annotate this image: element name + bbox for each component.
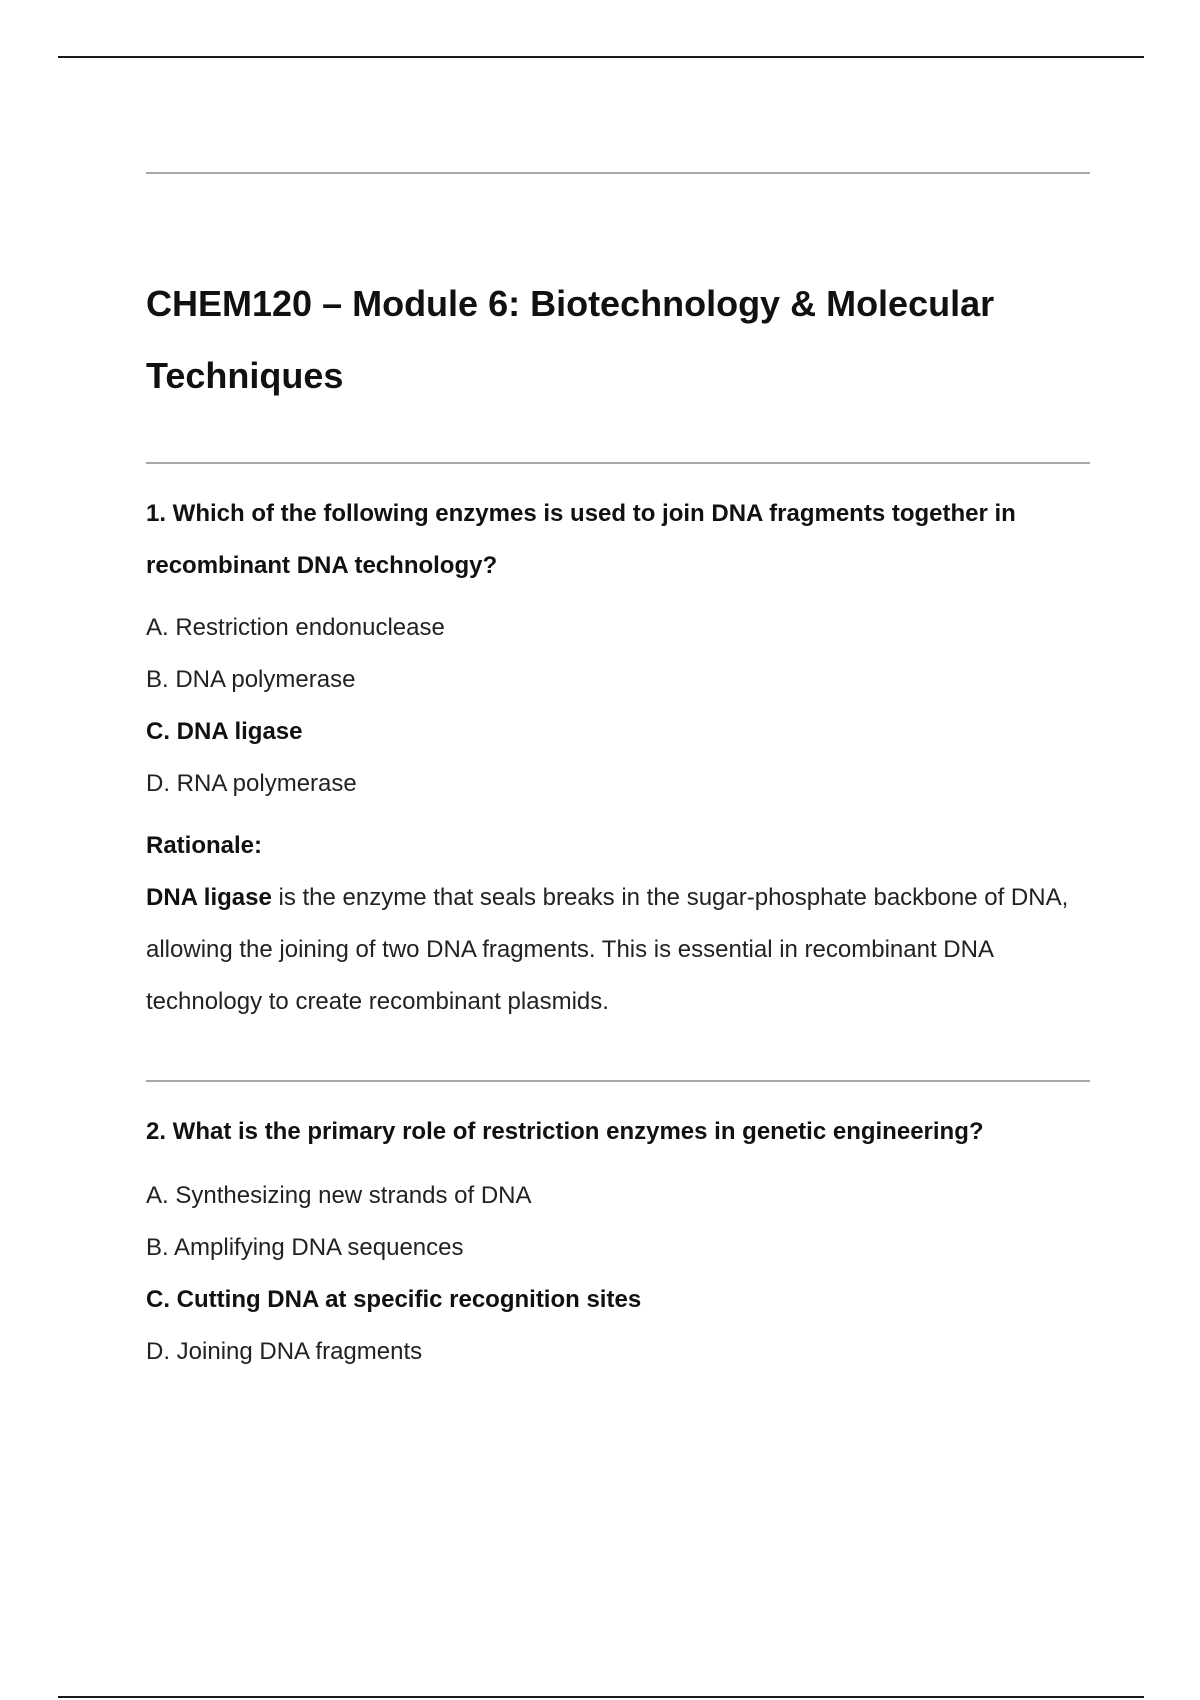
question-2	[146, 1106, 1090, 1378]
answer-option: D. RNA polymerase	[146, 770, 357, 797]
divider	[146, 1080, 1090, 1082]
question-prompt: 2. What is the primary role of restriction enzymes in genetic engineering?	[146, 1118, 984, 1145]
rationale-label: Rationale:	[146, 832, 263, 859]
divider	[146, 462, 1090, 464]
answer-option: D. Joining DNA fragments	[146, 1338, 423, 1365]
answer-option: B. DNA polymerase	[146, 666, 356, 693]
answer-option: B. Amplifying DNA sequences	[146, 1234, 464, 1261]
answer-option: A. Synthesizing new strands of DNA	[146, 1182, 532, 1209]
answer-option-correct: C. Cutting DNA at specific recognition sites	[146, 1286, 642, 1313]
answer-option: A. Restriction endonuclease	[146, 614, 445, 641]
rationale-term: DNA ligase	[146, 884, 272, 911]
page-top-rule	[58, 56, 1144, 58]
page-title: CHEM120 – Module 6: Biotechnology & Molecular Techniques	[146, 283, 995, 396]
page-bottom-rule	[58, 1696, 1144, 1698]
answer-option-correct: C. DNA ligase	[146, 718, 303, 745]
rationale-text	[146, 872, 1090, 1028]
rationale-body: is the enzyme that seals breaks in the sugar-phosphate backbone of DNA, allowing the joining of two DNA fragments. This is essential in recombinant DNA technology to create recombinant plasmids.	[146, 884, 1069, 1015]
question-prompt: 1. Which of the following enzymes is used to join DNA fragments together in recombinant DNA technology?	[146, 500, 1016, 579]
divider	[146, 172, 1090, 174]
question-1	[146, 488, 1090, 1028]
